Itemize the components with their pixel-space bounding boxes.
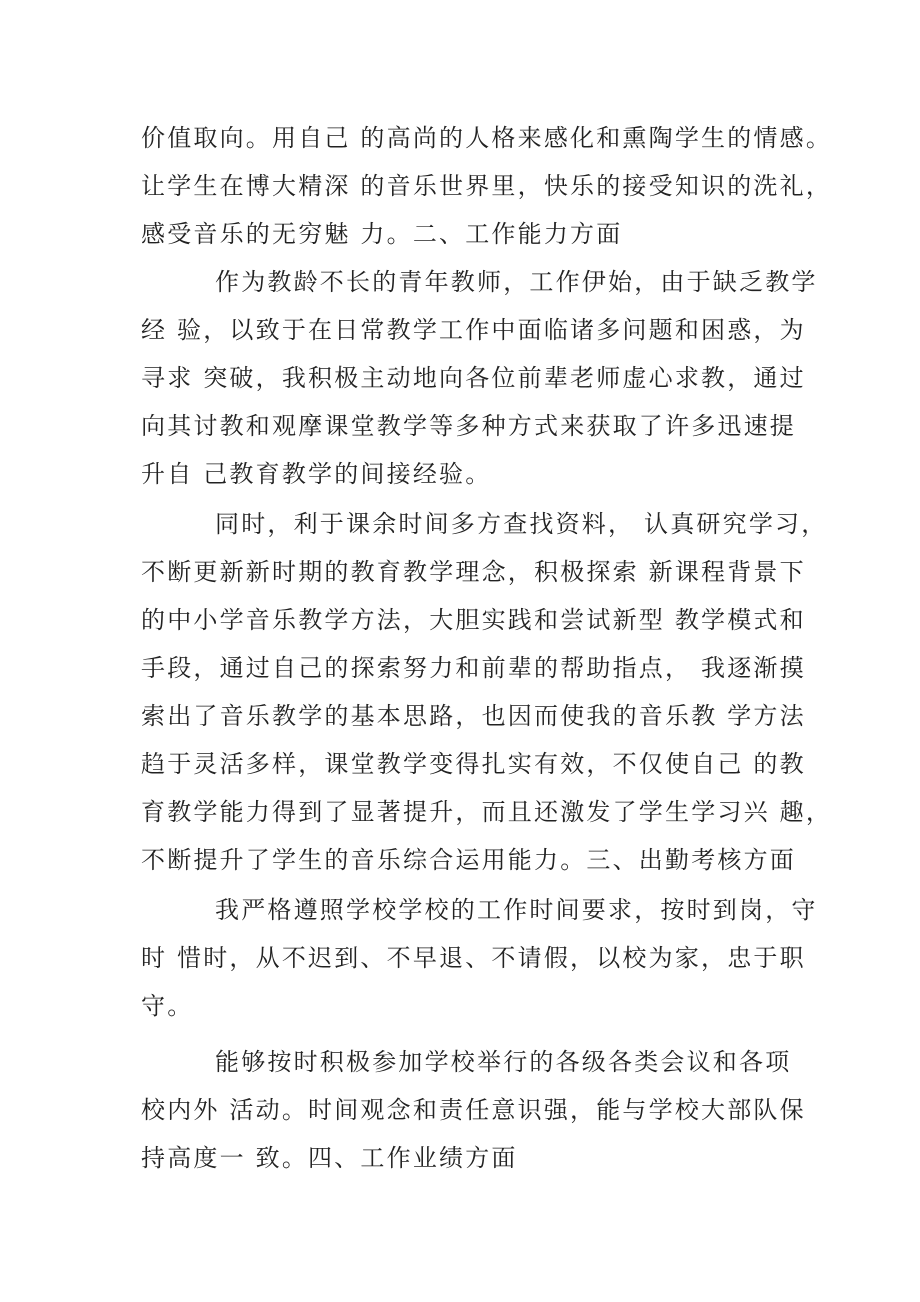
text-line: 时 惜时，从不迟到、不早退、不请假，以校为家，忠于职	[141, 944, 806, 972]
text-line: 我严格遵照学校学校的工作时间要求，按时到岗，守	[215, 896, 818, 924]
text-line: 的中小学音乐教学方法，大胆实践和尝试新型 教学模式和	[141, 606, 806, 634]
text-line: 育教学能力得到了显著提升，而且还激发了学生学习兴 趣，	[141, 798, 833, 826]
text-line: 让学生在博大精深 的音乐世界里，快乐的接受知识的洗礼，	[141, 172, 833, 200]
text-line: 价值取向。用自己 的高尚的人格来感化和熏陶学生的情感。	[141, 124, 833, 152]
text-line: 经 验，以致于在日常教学工作中面临诸多问题和困惑，为	[141, 316, 806, 344]
document-body	[141, 114, 833, 1182]
text-line: 校内外 活动。时间观念和责任意识强，能与学校大部队保	[141, 1096, 806, 1124]
text-line: 向其讨教和观摩课堂教学等多种方式来获取了许多迅速提	[141, 412, 796, 440]
text-line: 手段，通过自己的探索努力和前辈的帮助指点， 我逐渐摸	[141, 654, 806, 682]
text-line: 寻求 突破，我积极主动地向各位前辈老师虚心求教，通过	[141, 364, 806, 392]
text-line: 同时，利于课余时间多方查找资料， 认真研究学习，	[215, 510, 828, 538]
text-line: 守。	[141, 992, 194, 1020]
text-line: 作为教龄不长的青年教师，工作伊始，由于缺乏教学	[215, 268, 818, 296]
text-line: 能够按时积极参加学校举行的各级各类会议和各项	[215, 1048, 792, 1076]
text-line: 趋于灵活多样，课堂教学变得扎实有效，不仅使自己 的教	[141, 750, 806, 778]
text-line: 持高度一 致。四、工作业绩方面	[141, 1144, 518, 1172]
text-line: 感受音乐的无穷魅 力。二、工作能力方面	[141, 220, 623, 248]
text-line: 不断提升了学生的音乐综合运用能力。三、出勤考核方面	[141, 846, 796, 874]
text-line: 不断更新新时期的教育教学理念，积极探索 新课程背景下	[141, 558, 806, 586]
text-line: 索出了音乐教学的基本思路，也因而使我的音乐教 学方法	[141, 702, 806, 730]
text-line: 升自 己教育教学的间接经验。	[141, 460, 492, 488]
